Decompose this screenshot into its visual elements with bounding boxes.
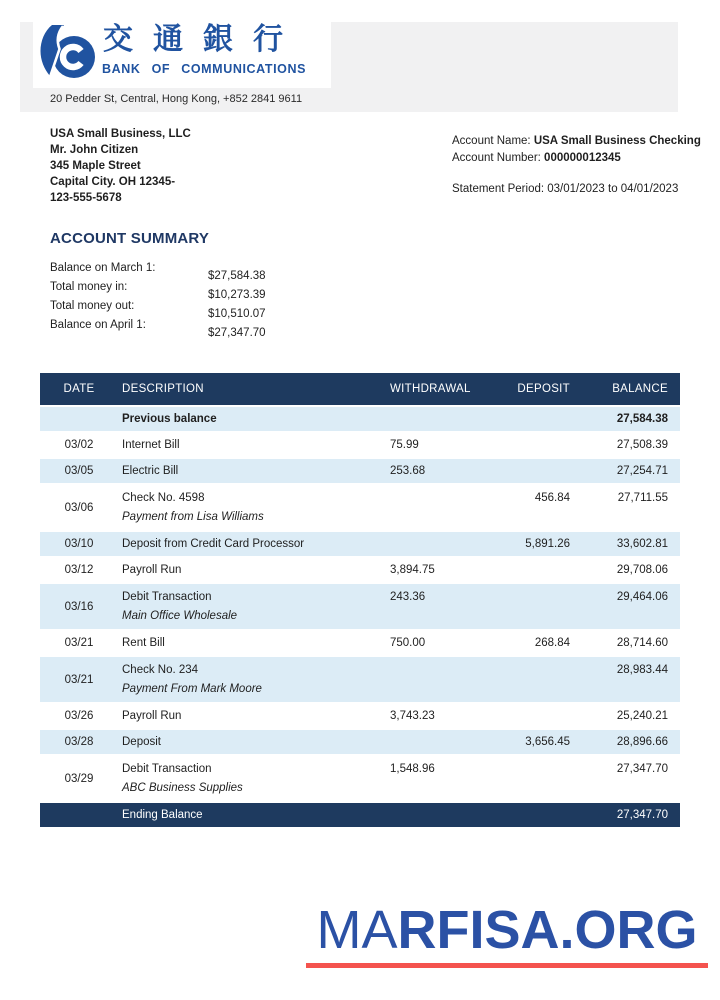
cell-deposit: 456.84: [534, 492, 570, 504]
description-note: Payment from Lisa Williams: [122, 511, 264, 523]
summary-value: $27,584.38: [208, 270, 266, 282]
header-withdrawal: WITHDRAWAL: [390, 383, 471, 395]
description-main: Deposit from Credit Card Processor: [122, 538, 305, 550]
cell-date: 03/28: [64, 736, 94, 748]
table-row: [40, 728, 680, 754]
cell-description: [118, 465, 385, 477]
cell-description: [118, 485, 385, 530]
watermark-text-bold: RFISA.ORG: [397, 900, 698, 960]
cell-deposit: [480, 657, 570, 664]
account-number-value: 000000012345: [544, 152, 621, 164]
summary-label: Total money out:: [50, 300, 135, 312]
summary-values: [208, 267, 266, 343]
table-row: [40, 582, 680, 629]
cell-balance: 25,240.21: [616, 710, 668, 722]
description-note: ABC Business Supplies: [122, 782, 243, 794]
cell-date: 03/10: [64, 538, 94, 550]
cell-withdrawal: [385, 485, 480, 492]
ending-balance-value: 27,347.70: [616, 809, 668, 821]
statement-period-row: [452, 181, 701, 198]
bank-logo: [33, 22, 331, 88]
ending-balance-label: Ending Balance: [122, 809, 203, 821]
cell-description: [118, 710, 385, 722]
summary-label: Total money in:: [50, 281, 128, 293]
statement-period-label: Statement Period:: [452, 183, 548, 195]
cell-withdrawal: 3,894.75: [390, 564, 435, 576]
cell-withdrawal: 1,548.96: [390, 763, 435, 775]
table-row: [40, 754, 680, 801]
bank-of-communications-icon: [40, 25, 96, 81]
header-date: DATE: [63, 383, 95, 395]
account-summary-title: ACCOUNT SUMMARY: [50, 230, 210, 247]
customer-line: 123-555-5678: [50, 192, 122, 204]
summary-value: $27,347.70: [208, 327, 266, 339]
cell-balance: 28,714.60: [616, 637, 668, 649]
cell-deposit: 268.84: [534, 637, 570, 649]
summary-label: Balance on March 1:: [50, 262, 156, 274]
description-main: Debit Transaction: [122, 763, 212, 775]
description-main: Check No. 4598: [122, 492, 205, 504]
cell-balance: 33,602.81: [616, 538, 668, 550]
cell-date: 03/05: [64, 465, 94, 477]
cell-description: [118, 538, 385, 550]
cell-deposit: 3,656.45: [525, 736, 570, 748]
summary-labels: [50, 259, 155, 335]
bank-name-chinese: 交通銀行: [103, 23, 303, 56]
description-main: Payroll Run: [122, 564, 182, 576]
account-name-label: Account Name:: [452, 135, 534, 147]
cell-balance: 27,347.70: [616, 763, 668, 775]
watermark: [306, 901, 708, 968]
bank-address: 20 Pedder St, Central, Hong Kong, +852 2841 9611: [50, 93, 303, 105]
cell-balance: 29,464.06: [616, 591, 668, 603]
table-header-row: [40, 373, 680, 405]
cell-date: 03/26: [64, 710, 94, 722]
description-main: Rent Bill: [122, 637, 165, 649]
cell-deposit: 5,891.26: [525, 538, 570, 550]
cell-balance: 27,254.71: [616, 465, 668, 477]
description-note: Main Office Wholesale: [122, 610, 238, 622]
customer-line: 345 Maple Street: [50, 160, 141, 172]
cell-withdrawal: 243.36: [390, 591, 426, 603]
description-main: Deposit: [122, 736, 161, 748]
cell-deposit: [480, 756, 570, 763]
cell-date: 03/29: [64, 772, 94, 785]
cell-balance: 29,708.06: [616, 564, 668, 576]
customer-address-block: [50, 126, 191, 206]
account-name-row: [452, 133, 701, 150]
description-main: Previous balance: [122, 413, 217, 425]
cell-description: [118, 439, 385, 451]
summary-value: $10,510.07: [208, 308, 266, 320]
statement-period-value: 03/01/2023 to 04/01/2023: [547, 183, 679, 195]
cell-date: 03/21: [64, 637, 94, 649]
header-balance: BALANCE: [612, 383, 668, 395]
cell-description: [118, 637, 385, 649]
cell-date: 03/12: [64, 564, 94, 576]
table-row: [40, 483, 680, 530]
description-main: Debit Transaction: [122, 591, 212, 603]
header-description: DESCRIPTION: [122, 383, 204, 395]
cell-description: [118, 756, 385, 801]
description-main: Payroll Run: [122, 710, 182, 722]
customer-line: USA Small Business, LLC: [50, 128, 191, 140]
cell-withdrawal: 75.99: [390, 439, 419, 451]
customer-line: Mr. John Citizen: [50, 144, 139, 156]
cell-date: 03/06: [64, 501, 94, 514]
table-row: [40, 457, 680, 483]
watermark-text-light: MA: [316, 900, 398, 960]
cell-withdrawal: [385, 657, 480, 664]
cell-description: [118, 657, 385, 702]
table-row: [40, 655, 680, 702]
cell-withdrawal: 3,743.23: [390, 710, 435, 722]
cell-description: [118, 584, 385, 629]
bank-name-english: BANK OF COMMUNICATIONS: [102, 62, 307, 76]
cell-date: 03/16: [64, 600, 94, 613]
watermark-text: [306, 901, 708, 959]
table-row: [40, 556, 680, 582]
table-row: [40, 629, 680, 655]
cell-balance: 27,584.38: [616, 413, 668, 425]
cell-withdrawal: 750.00: [390, 637, 426, 649]
watermark-underline: [306, 963, 708, 968]
account-info-block: [452, 133, 701, 198]
header-band: [20, 22, 678, 112]
description-main: Electric Bill: [122, 465, 179, 477]
cell-date: 03/21: [64, 673, 94, 686]
description-main: Internet Bill: [122, 439, 180, 451]
table-row: [40, 702, 680, 728]
cell-withdrawal: 253.68: [390, 465, 426, 477]
description-note: Payment From Mark Moore: [122, 683, 262, 695]
cell-balance: 27,508.39: [616, 439, 668, 451]
account-name-value: USA Small Business Checking: [533, 135, 701, 147]
summary-value: $10,273.39: [208, 289, 266, 301]
cell-balance: 27,711.55: [617, 492, 668, 504]
header-deposit: DEPOSIT: [517, 383, 570, 395]
cell-deposit: [480, 584, 570, 591]
table-row: [40, 405, 680, 431]
cell-balance: 28,896.66: [616, 736, 668, 748]
account-number-label: Account Number:: [452, 152, 545, 164]
summary-label: Balance on April 1:: [50, 319, 146, 331]
cell-date: 03/02: [64, 439, 94, 451]
ending-balance-row: [40, 801, 680, 827]
cell-description: [118, 413, 385, 425]
transactions-table: [40, 373, 680, 827]
table-row: [40, 431, 680, 457]
account-number-row: [452, 150, 701, 167]
cell-description: [118, 564, 385, 576]
cell-balance: 28,983.44: [616, 664, 668, 676]
table-row: [40, 530, 680, 556]
cell-description: [118, 736, 385, 748]
customer-line: Capital City. OH 12345-: [50, 176, 176, 188]
table-body: [40, 405, 680, 801]
description-main: Check No. 234: [122, 664, 199, 676]
